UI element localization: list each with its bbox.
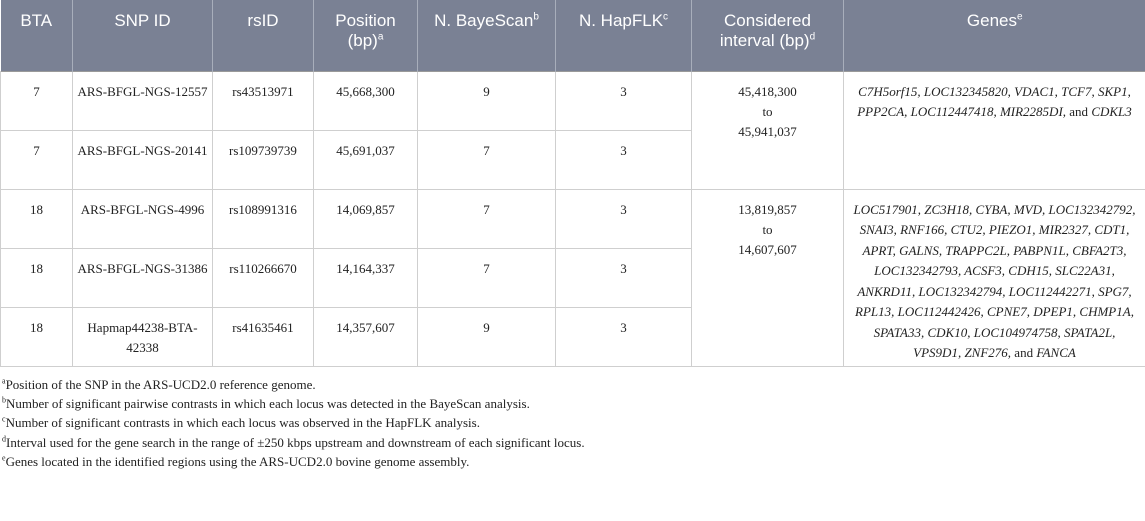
cell-bta: 7 xyxy=(1,130,73,189)
header-bayescan: N. BayeScan$^b$ xyxy=(418,0,556,71)
cell-snp-id: ARS-BFGL-NGS-12557 xyxy=(73,71,213,130)
cell-bayescan: 7 xyxy=(418,189,556,248)
cell-snp-id: Hapmap44238-BTA-42338 xyxy=(73,307,213,366)
interval-to: to xyxy=(762,221,773,237)
cell-bayescan: 9 xyxy=(418,71,556,130)
footnote: $^c$Number of significant contrasts in which each locus was observed in the HapFLK analysis. xyxy=(2,414,480,431)
genes-list: LOC517901, ZC3H18, CYBA, MVD, LOC132342792, SNAI3, RNF166, CTU2, PIEZO1, MIR2327, CDT1, APRT, GALNS, TRAPPC2L, PABPN1L, CBFA2T3, LOC132342793, ACSF3, CDH15, SLC22A31, ANKRD11, LOC132342794, LOC112442271, SPG7, RPL13, LOC112442426, CPNE7, DPEP1, CHMP1A, SPATA33, CDK10, LOC104974758, SPATA2L, VPS9D1, ZNF276, xyxy=(853,201,1136,360)
genes-list: C7H5orf15, LOC132345820, VDAC1, TCF7, SKP1, PPP2CA, LOC112447418, MIR2285DI, xyxy=(857,83,1131,119)
cell-position: 14,069,857 xyxy=(314,189,418,248)
cell-interval xyxy=(692,189,844,366)
interval-end: 45,941,037 xyxy=(738,123,797,139)
interval-to: to xyxy=(762,103,773,119)
cell-interval xyxy=(692,71,844,189)
cell-rsid: rs108991316 xyxy=(213,189,314,248)
genes-and: and xyxy=(1014,345,1034,360)
cell-position: 45,668,300 xyxy=(314,71,418,130)
footnotes xyxy=(0,375,1145,472)
header-genes: Genes$^e$ xyxy=(844,0,1145,71)
genes-last: CDKL3 xyxy=(1091,104,1132,119)
cell-bayescan: 9 xyxy=(418,307,556,366)
header-hapflk: N. HapFLK$^c$ xyxy=(556,0,692,71)
cell-rsid: rs109739739 xyxy=(213,130,314,189)
cell-rsid: rs41635461 xyxy=(213,307,314,366)
cell-bta: 18 xyxy=(1,189,73,248)
cell-bta: 18 xyxy=(1,307,73,366)
cell-rsid: rs110266670 xyxy=(213,248,314,307)
cell-rsid: rs43513971 xyxy=(213,71,314,130)
footnote: $^e$Genes located in the identified regions using the ARS-UCD2.0 bovine genome assembly. xyxy=(2,453,470,470)
footnote: $^a$Position of the SNP in the ARS-UCD2.0 reference genome. xyxy=(2,376,316,392)
cell-hapflk: 3 xyxy=(556,71,692,130)
genes-and: and xyxy=(1069,104,1089,119)
table-row xyxy=(1,189,1145,248)
header-interval: Considered interval (bp)$^d$ xyxy=(692,0,844,71)
cell-bta: 7 xyxy=(1,71,73,130)
cell-hapflk: 3 xyxy=(556,189,692,248)
header-rsid: rsID xyxy=(213,0,314,71)
cell-hapflk: 3 xyxy=(556,130,692,189)
interval-start: 13,819,857 xyxy=(738,201,797,217)
cell-hapflk: 3 xyxy=(556,307,692,366)
cell-position: 14,164,337 xyxy=(314,248,418,307)
cell-bayescan: 7 xyxy=(418,130,556,189)
genes-last: FANCA xyxy=(1036,345,1076,360)
cell-bta: 18 xyxy=(1,248,73,307)
cell-snp-id: ARS-BFGL-NGS-4996 xyxy=(73,189,213,248)
table-header-row xyxy=(1,0,1145,71)
cell-position: 45,691,037 xyxy=(314,130,418,189)
cell-position: 14,357,607 xyxy=(314,307,418,366)
cell-hapflk: 3 xyxy=(556,248,692,307)
interval-start: 45,418,300 xyxy=(738,83,797,99)
interval-end: 14,607,607 xyxy=(738,241,797,257)
table-row xyxy=(1,71,1145,130)
cell-genes xyxy=(844,71,1145,189)
footnote: $^d$Interval used for the gene search in the range of ±250 kbps upstream and downstream of each significant locus. xyxy=(2,434,585,450)
cell-bayescan: 7 xyxy=(418,248,556,307)
header-position: Position (bp)$^a$ xyxy=(314,0,418,71)
header-snp-id: SNP ID xyxy=(73,0,213,71)
cell-snp-id: ARS-BFGL-NGS-31386 xyxy=(73,248,213,307)
cell-snp-id: ARS-BFGL-NGS-20141 xyxy=(73,130,213,189)
footnote: $^b$Number of significant pairwise contrasts in which each locus was detected in the BayeScan analysis. xyxy=(2,395,530,411)
cell-genes xyxy=(844,189,1145,366)
header-bta: BTA xyxy=(1,0,73,71)
